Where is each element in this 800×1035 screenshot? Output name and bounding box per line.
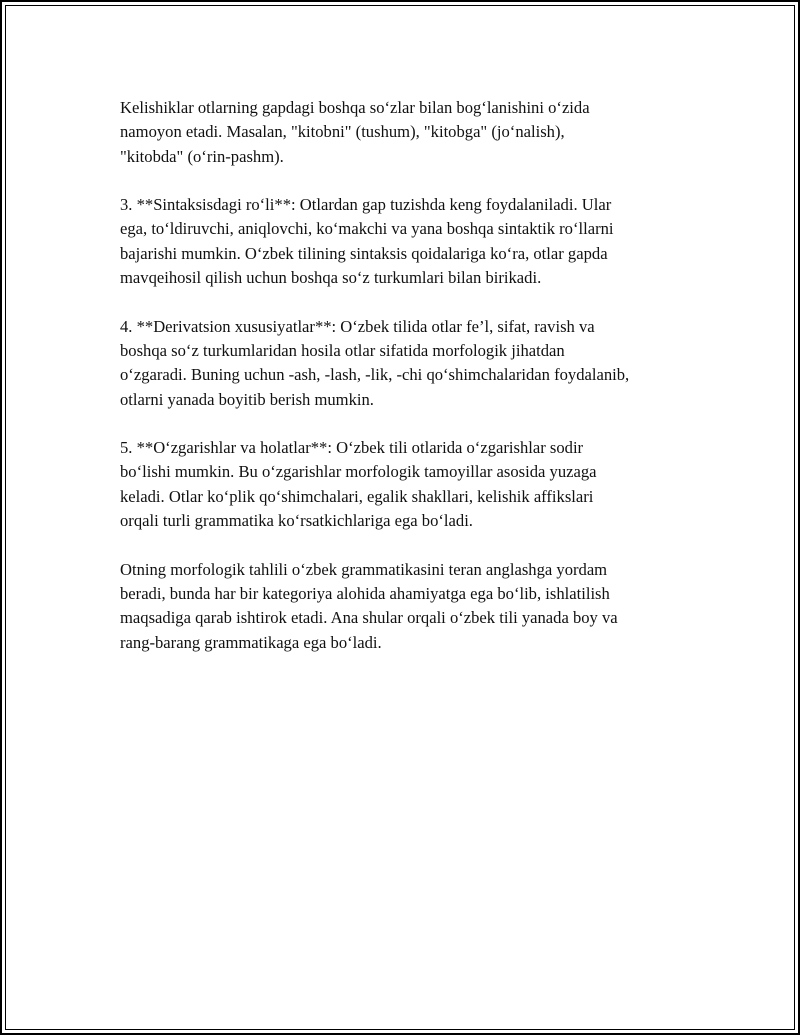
text-line: mavqeihosil qilish uchun boshqa so‘z turkumlari bilan birikadi. (120, 268, 542, 288)
text-line: orqali turli grammatika ko‘rsatkichlariga ega bo‘ladi. (120, 511, 473, 531)
text-line: keladi. Otlar ko‘plik qo‘shimchalari, egalik shakllari, kelishik affikslari (120, 486, 594, 506)
text-line: Kelishiklar otlarning gapdagi boshqa so‘zlar bilan bog‘lanishini o‘zida (120, 98, 590, 117)
text-line: 5. **O‘zgarishlar va holatlar**: O‘zbek tili otlarida o‘zgarishlar sodir (120, 438, 584, 458)
paragraph-derivatsion (120, 315, 700, 412)
text-line: otlarni yanada boyitib berish mumkin. (120, 389, 374, 409)
paragraph-kelishiklar (120, 96, 700, 169)
paragraph-ozgarishlar (120, 436, 700, 533)
text-line: "kitobda" (o‘rin-pashm). (120, 146, 284, 166)
paragraph-xulosa (120, 558, 700, 655)
text-line: namoyon etadi. Masalan, "kitobni" (tushum), "kitobga" (jo‘nalish), (120, 122, 565, 142)
text-line: 3. **Sintaksisdagi ro‘li**: Otlardan gap tuzishda keng foydalaniladi. Ular (120, 195, 612, 215)
text-line: ega, to‘ldiruvchi, aniqlovchi, ko‘makchi va yana boshqa sintaktik ro‘llarni (120, 219, 614, 239)
text-line: boshqa so‘z turkumlaridan hosila otlar sifatida morfologik jihatdan (120, 340, 565, 360)
text-line: 4. **Derivatsion xususiyatlar**: O‘zbek tilida otlar fe’l, sifat, ravish va (120, 316, 595, 336)
text-line: maqsadiga qarab ishtirok etadi. Ana shular orqali o‘zbek tili yanada boy va (120, 608, 618, 628)
paragraph-sintaksis (120, 193, 700, 290)
text-line: bajarishi mumkin. O‘zbek tilining sintaksis qoidalariga ko‘ra, otlar gapda (120, 243, 608, 263)
text-line: o‘zgaradi. Buning uchun -ash, -lash, -lik, -chi qo‘shimchalaridan foydalanib, (120, 365, 630, 385)
text-line: bo‘lishi mumkin. Bu o‘zgarishlar morfologik tamoyillar asosida yuzaga (120, 462, 597, 482)
document-body (120, 96, 700, 679)
text-line: beradi, bunda har bir kategoriya alohida ahamiyatga ega bo‘lib, ishlatilish (120, 583, 610, 603)
text-line: rang-barang grammatikaga ega bo‘ladi. (120, 632, 382, 652)
text-line: Otning morfologik tahlili o‘zbek grammatikasini teran anglashga yordam (120, 559, 608, 579)
